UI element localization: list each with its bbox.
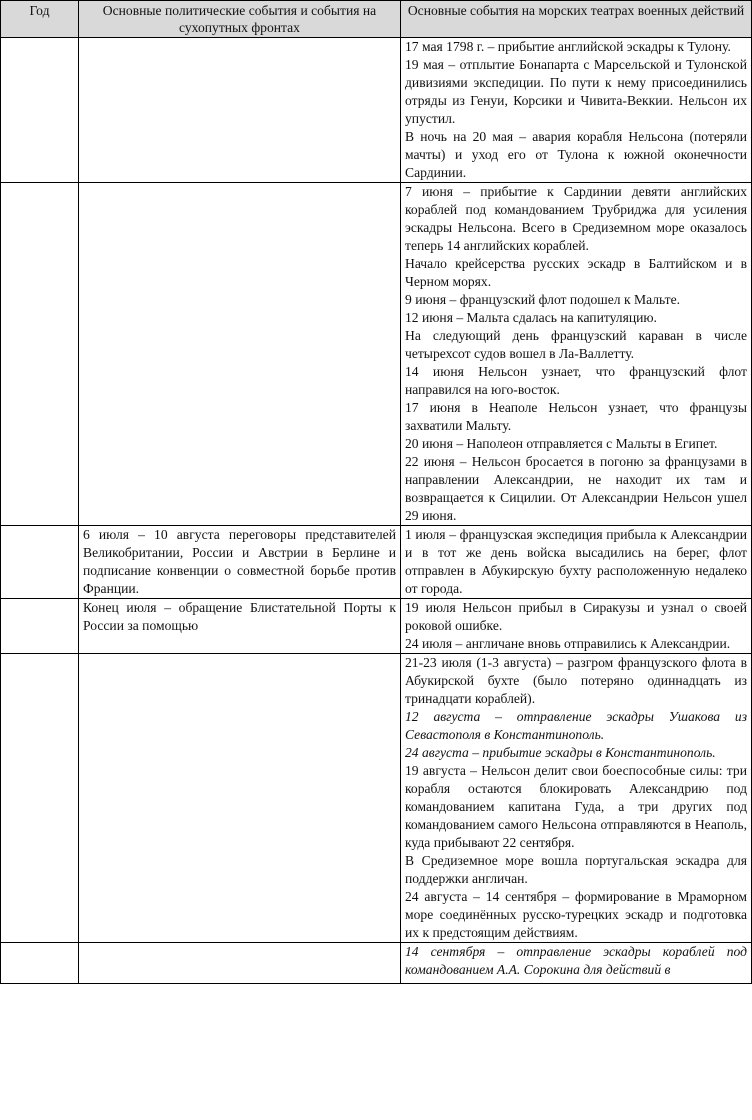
- header-land-events: Основные политические события и события на сухопутных фронтах: [79, 1, 401, 38]
- event-entry: 12 августа – отправление эскадры Ушакова из Севастополя в Константинополь.: [405, 709, 747, 742]
- event-entry: 1 июля – французская экспедиция прибыла к Александрии и в тот же день войска высадились на берег, флот отправлен в Абукирскую бухту расположенную недалеко от города.: [405, 527, 747, 596]
- land-events-cell: [79, 654, 401, 943]
- event-entry: 20 июня – Наполеон отправляется с Мальты в Египет.: [405, 436, 718, 451]
- event-entry: 24 июля – англичане вновь отправились к Александрии.: [405, 636, 731, 651]
- year-cell: [1, 183, 79, 526]
- event-entry: 14 июня Нельсон узнает, что французский флот направился на юго-восток.: [405, 364, 747, 397]
- event-entry: 19 августа – Нельсон делит свои боеспособные силы: три корабля остаются блокировать Александрию под командованием капитана Гуда, а три других под командованием самого Нельсона отправляются в Неаполь, куда прибывают 22 сентября.: [405, 763, 747, 850]
- sea-events-cell: [401, 599, 752, 654]
- land-events-cell: [79, 526, 401, 599]
- table-row: [1, 526, 752, 599]
- land-events-cell: [79, 599, 401, 654]
- year-cell: [1, 526, 79, 599]
- table-row: [1, 599, 752, 654]
- table-row: [1, 654, 752, 943]
- event-entry: Конец июля – обращение Блистательной Порты к России за помощью: [83, 600, 396, 633]
- event-entry: 9 июня – французский флот подошел к Мальте.: [405, 292, 681, 307]
- sea-events-cell: [401, 183, 752, 526]
- event-entry: 22 июня – Нельсон бросается в погоню за французами в направлении Александрии, не находит их там и возвращается к Сицилии. От Александрии Нельсон ушел 29 июня.: [405, 454, 747, 523]
- event-entry: 6 июля – 10 августа переговоры представителей Великобритании, России и Австрии в Берлине и подписание конвенции о совместной борьбе против Франции.: [83, 527, 396, 596]
- year-cell: [1, 38, 79, 183]
- header-sea-events: Основные события на морских театрах военных действий: [401, 1, 752, 38]
- year-cell: [1, 599, 79, 654]
- sea-events-cell: [401, 526, 752, 599]
- event-entry: 17 июня в Неаполе Нельсон узнает, что французы захватили Мальту.: [405, 400, 747, 433]
- event-entry: 24 августа – 14 сентября – формирование в Мраморном море соединённых русско-турецких эскадр и подготовка их к предстоящим действиям.: [405, 889, 747, 940]
- event-entry: 24 августа – прибытие эскадры в Константинополь.: [405, 745, 716, 760]
- event-entry: 7 июня – прибытие к Сардинии девяти английских кораблей под командованием Трубриджа для усиления эскадры Нельсона. Всего в Средиземном море оказалось теперь 14 английских кораблей.: [405, 184, 747, 253]
- event-entry: 19 мая – отплытие Бонапарта с Марсельской и Тулонской дивизиями экспедиции. По пути к нему присоединились отряды из Генуи, Корсики и Чивита-Веккии. Нельсон их упустил.: [405, 57, 747, 126]
- land-events-cell: [79, 943, 401, 984]
- table-row: [1, 943, 752, 984]
- land-events-cell: [79, 183, 401, 526]
- event-entry: 21-23 июля (1-3 августа) – разгром французского флота в Абукирской бухте (было потеряно одиннадцать из тринадцати кораблей).: [405, 655, 747, 706]
- event-entry: На следующий день французский караван в числе четырехсот судов вошел в Ла-Валлетту.: [405, 328, 747, 361]
- event-entry: Начало крейсерства русских эскадр в Балтийском и в Черном морях.: [405, 256, 747, 289]
- sea-events-cell: [401, 943, 752, 984]
- land-events-cell: [79, 38, 401, 183]
- table-row: [1, 38, 752, 183]
- event-entry: 19 июля Нельсон прибыл в Сиракузы и узнал о своей роковой ошибке.: [405, 600, 747, 633]
- sea-events-cell: [401, 38, 752, 183]
- year-cell: [1, 943, 79, 984]
- year-cell: [1, 654, 79, 943]
- table-row: [1, 183, 752, 526]
- header-row: [1, 1, 752, 38]
- event-entry: 14 сентября – отправление эскадры кораблей под командованием А.А. Сорокина для действий в: [405, 944, 747, 977]
- header-year: Год: [1, 1, 79, 38]
- event-entry: В Средиземное море вошла португальская эскадра для поддержки англичан.: [405, 853, 747, 886]
- event-entry: В ночь на 20 мая – авария корабля Нельсона (потеряли мачты) и уход его от Тулона к южной оконечности Сардинии.: [405, 129, 747, 180]
- sea-events-cell: [401, 654, 752, 943]
- event-entry: 17 мая 1798 г. – прибытие английской эскадры к Тулону.: [405, 39, 731, 54]
- event-entry: 12 июня – Мальта сдалась на капитуляцию.: [405, 310, 657, 325]
